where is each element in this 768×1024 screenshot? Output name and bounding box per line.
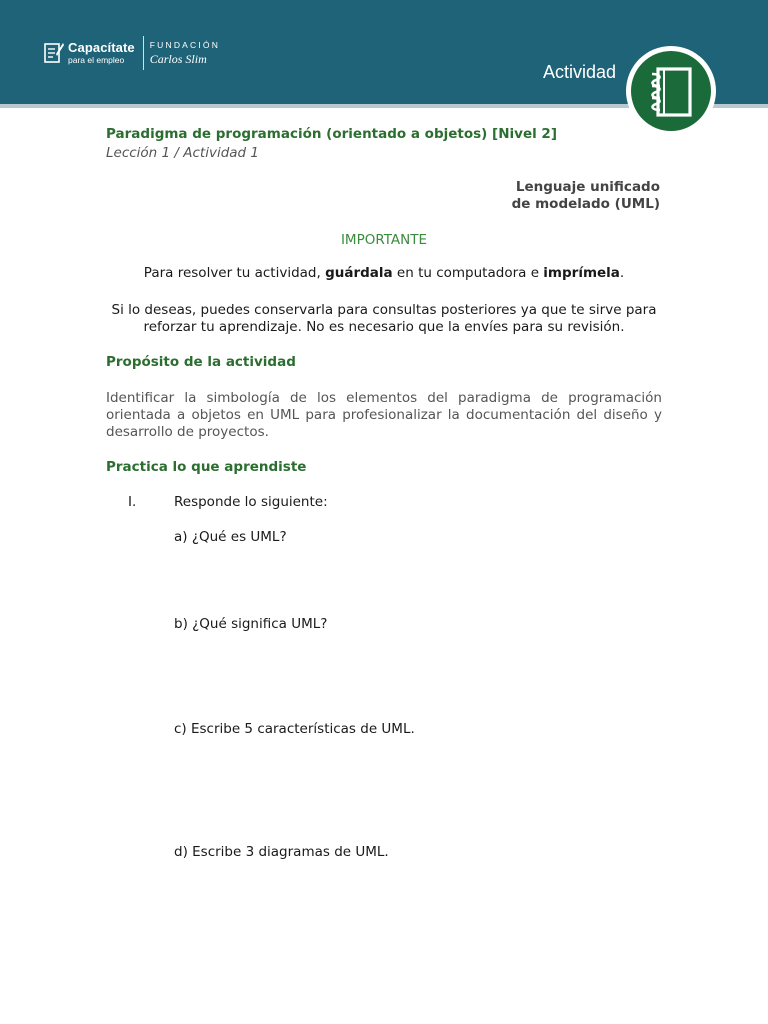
capacitate-logo	[44, 36, 220, 70]
note-text-1: Para resolver tu actividad,	[143, 265, 326, 281]
section-title: Actividad	[542, 62, 616, 82]
keep-note: Si lo deseas, puedes conservarla para consultas posteriores ya que te sirve para reforzar tu aprendizaje. No es necesario que la envíes para su revisión.	[111, 302, 657, 335]
logo-divider	[143, 36, 144, 70]
practice-heading: Practica lo que aprendiste	[106, 459, 307, 475]
important-heading: IMPORTANTE	[340, 232, 428, 248]
note-emphasis-save: guárdala	[325, 265, 393, 281]
purpose-text: Identificar la simbología de los elementos del paradigma de programación orientada a objetos en UML para profesionalizar la documentación del diseño y desarrollo de proyectos.	[106, 390, 662, 440]
lesson-label: Lección 1 / Actividad 1	[106, 145, 259, 161]
note-emphasis-print: imprímela	[543, 265, 620, 281]
logo-brand-subtext: para el empleo	[68, 55, 125, 66]
instruction-note	[0, 265, 768, 282]
foundation-signature: Carlos Slim	[149, 51, 207, 66]
topic-title	[360, 179, 660, 213]
item-numeral: I.	[128, 494, 137, 510]
question-a: a) ¿Qué es UML?	[174, 529, 287, 545]
purpose-heading: Propósito de la actividad	[106, 354, 296, 370]
note-text-2: en tu computadora e	[392, 265, 544, 281]
question-c: c) Escribe 5 características de UML.	[174, 721, 415, 737]
note-text-3: .	[619, 265, 625, 281]
activity-badge	[626, 46, 716, 136]
topic-line-1: Lenguaje unificado	[515, 179, 660, 195]
course-title: Paradigma de programación (orientado a objetos) [Nivel 2]	[106, 126, 557, 142]
logo-pencil-icon	[44, 40, 64, 66]
question-b: b) ¿Qué significa UML?	[174, 616, 328, 632]
logo-brand-text: Capacítate	[68, 40, 135, 56]
foundation-label: FUNDACIÓN	[149, 40, 221, 51]
item-instruction: Responde lo siguiente:	[174, 494, 328, 510]
question-d: d) Escribe 3 diagramas de UML.	[174, 844, 389, 860]
topic-line-2: de modelado (UML)	[511, 196, 660, 212]
notebook-icon	[648, 66, 694, 118]
